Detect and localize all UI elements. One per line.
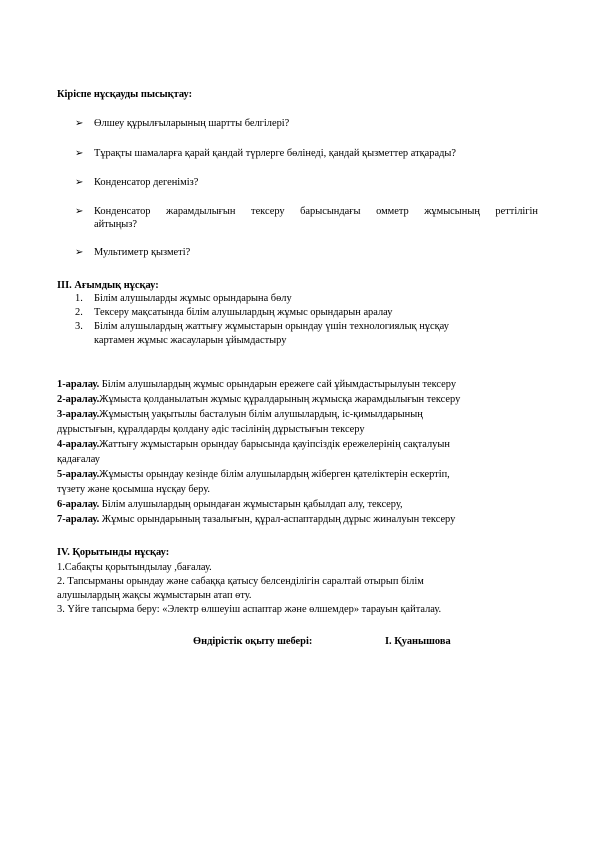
round-text: дұрыстығын, құралдарды қолдану әдіс тәсілінің дұрыстығын тексеру <box>57 424 365 435</box>
current-item-number: 1. <box>75 293 83 304</box>
round-line-4 <box>57 438 450 451</box>
round-line-2 <box>57 393 460 406</box>
round-line-4-cont <box>57 453 100 466</box>
round-line-5 <box>57 468 450 481</box>
signature-role: Өндірістік оқыту шебері: <box>193 636 313 647</box>
current-item-number: 2. <box>75 307 83 318</box>
round-text: Білім алушылардың жұмыс орындарын ережеге сай ұйымдастырылуын тексеру <box>99 379 457 390</box>
round-label: 4-аралау. <box>57 439 100 450</box>
round-line-6 <box>57 498 403 511</box>
round-line-3 <box>57 408 423 421</box>
current-item-2: Тексеру мақсатында білім алушылардың жұмыс орындарын аралау <box>94 307 393 318</box>
current-item-1: Білім алушыларды жұмыс орындарына бөлу <box>94 293 292 304</box>
round-text: Жұмыстың уақытылы басталуын білім алушылардың, іс-қимылдарының <box>99 409 423 420</box>
round-text: түзету және қосымша нұсқау беру. <box>57 484 210 495</box>
bullet-arrow-icon: ➢ <box>75 148 84 159</box>
round-line-3-cont <box>57 423 365 436</box>
intro-question-4-cont: айтыңыз? <box>94 219 137 230</box>
intro-question-2: Тұрақты шамаларға қарай қандай түрлерге бөлінеді, қандай қызметтер атқарады? <box>94 148 456 159</box>
round-text: Жаттығу жұмыстарын орындау барысында қауіпсіздік ережелерінің сақталуын <box>99 439 450 450</box>
round-line-7 <box>57 513 455 526</box>
final-line-4: 3. Үйге тапсырма беру: «Электр өлшеуіш аспаптар және өлшемдер» тарауын қайталау. <box>57 604 442 615</box>
round-text: Жұмыс орындарының тазалығын, құрал-аспаптардың дұрыс жиналуын тексеру <box>99 514 456 525</box>
current-item-3: Білім алушылардың жаттығу жұмыстарын орындау үшін технологиялық нұсқау <box>94 321 449 332</box>
current-item-3-cont: картамен жұмыс жасауларын ұйымдастыру <box>94 335 287 346</box>
bullet-arrow-icon: ➢ <box>75 247 84 258</box>
current-heading: ІІІ. Ағымдық нұсқау: <box>57 280 159 291</box>
bullet-arrow-icon: ➢ <box>75 206 84 217</box>
intro-question-5: Мультиметр қызметі? <box>94 247 191 258</box>
final-heading: ІV. Қорытынды нұсқау: <box>57 547 170 558</box>
round-text: қадағалау <box>57 454 100 465</box>
signature-name: І. Қуанышова <box>385 636 451 647</box>
round-text: Білім алушылардың орындаған жұмыстарын қабылдап алу, тексеру, <box>99 499 403 510</box>
intro-question-3: Конденсатор дегеніміз? <box>94 177 199 188</box>
final-line-1: 1.Сабақты қорытындылау ,бағалау. <box>57 562 212 573</box>
round-label: 5-аралау. <box>57 469 100 480</box>
round-label: 7-аралау. <box>57 514 100 525</box>
round-text: Жұмысты орындау кезінде білім алушылардың жіберген қателіктерін ескертіп, <box>99 469 450 480</box>
round-text: Жұмыста қолданылатын жұмыс құралдарының жұмысқа жарамдылығын тексеру <box>99 394 461 405</box>
round-label: 1-аралау. <box>57 379 100 390</box>
bullet-arrow-icon: ➢ <box>75 177 84 188</box>
round-label: 2-аралау. <box>57 394 100 405</box>
intro-heading: Кіріспе нұсқауды пысықтау: <box>57 89 193 100</box>
intro-question-1: Өлшеу құрылғыларының шартты белгілері? <box>94 118 290 129</box>
final-line-3: алушылардың жақсы жұмыстарын атап өту. <box>57 590 252 601</box>
round-line-1 <box>57 378 456 391</box>
bullet-arrow-icon: ➢ <box>75 118 84 129</box>
final-line-2: 2. Тапсырманы орындау және сабаққа қатысу белсенділігін саралтай отырып білім <box>57 576 424 587</box>
round-label: 6-аралау. <box>57 499 100 510</box>
round-line-5-cont <box>57 483 210 496</box>
round-label: 3-аралау. <box>57 409 100 420</box>
current-item-number: 3. <box>75 321 83 332</box>
intro-question-4: Конденсатор жарамдылығын тексеру барысындағы омметр жұмысының реттілігін <box>94 206 538 217</box>
